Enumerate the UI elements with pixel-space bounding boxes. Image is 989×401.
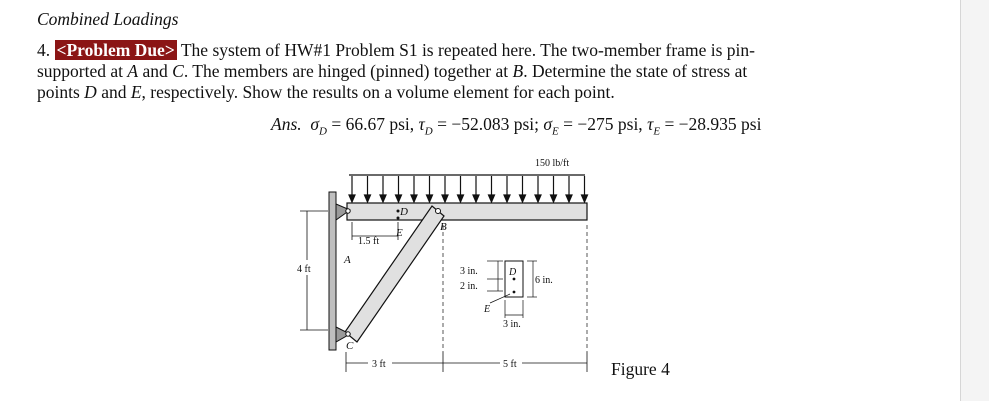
dim-3in-top: 3 in. <box>460 266 478 277</box>
load-arrow-head <box>349 195 355 202</box>
point-symbol: C <box>172 61 184 81</box>
load-arrow-head <box>582 195 588 202</box>
text-segment: points <box>37 82 85 102</box>
sigma-symbol: σ <box>310 114 320 134</box>
sigma-symbol: σ <box>543 114 553 134</box>
figure-caption: Figure 4 <box>611 359 670 379</box>
section-label-e: E <box>484 304 491 315</box>
answer-prefix: Ans. <box>271 114 302 134</box>
problem-line-3 <box>37 82 917 103</box>
load-arrow-head <box>551 195 557 202</box>
label-e: E <box>396 227 403 239</box>
tau-symbol: τ <box>418 114 425 134</box>
diagonal-member <box>345 206 444 342</box>
load-arrow-head <box>458 195 464 202</box>
vertical-scrollbar[interactable] <box>960 0 989 401</box>
sigma-d-value: = 66.67 psi, <box>326 114 419 134</box>
text-segment: . The members are hinged (pinned) together at <box>183 61 513 81</box>
load-arrow-head <box>504 195 510 202</box>
tau-symbol: τ <box>647 114 654 134</box>
label-a: A <box>344 254 351 266</box>
section-point-d <box>513 278 516 281</box>
load-arrow-head <box>566 195 572 202</box>
load-arrow-head <box>535 195 541 202</box>
pin-a <box>346 209 350 213</box>
load-label: 150 lb/ft <box>535 158 570 169</box>
text-segment: . Determine the state of stress at <box>523 61 748 81</box>
label-c: C <box>346 340 354 352</box>
subscript-e: E <box>552 125 559 138</box>
point-d-marker <box>397 210 400 213</box>
dim-2in: 2 in. <box>460 281 478 292</box>
problem-line-1-text: The system of HW#1 Problem S1 is repeated here. The two-member frame is pin- <box>180 40 755 60</box>
support-wall <box>329 192 336 350</box>
dim-1-5ft: 1.5 ft <box>358 236 380 247</box>
section-point-e <box>513 291 516 294</box>
problem-statement <box>37 40 917 103</box>
leader-e <box>490 294 510 303</box>
load-arrow-head <box>442 195 448 202</box>
frame-figure <box>290 148 610 383</box>
load-arrow-head <box>489 195 495 202</box>
dim-3ft: 3 ft <box>372 359 386 370</box>
section-heading: Combined Loadings <box>37 9 179 29</box>
load-arrow-head <box>427 195 433 202</box>
point-symbol: E <box>130 82 142 102</box>
load-arrow-head <box>380 195 386 202</box>
subscript-e: E <box>653 125 661 138</box>
text-segment: and <box>138 61 173 81</box>
sigma-e-value: = −275 psi, <box>558 114 648 134</box>
label-d: D <box>400 206 408 218</box>
text-segment: , respectively. Show the results on a volume element for each point. <box>141 82 615 102</box>
text-segment: and <box>96 82 131 102</box>
tau-d-value: = −52.083 psi; <box>432 114 544 134</box>
section-label-d: D <box>509 267 517 278</box>
point-symbol: D <box>84 82 97 102</box>
point-symbol: B <box>512 61 524 81</box>
answer-line <box>271 114 761 138</box>
problem-line-2 <box>37 61 917 82</box>
load-arrow-head <box>396 195 402 202</box>
load-arrow-head <box>365 195 371 202</box>
distributed-load-arrows <box>349 175 588 202</box>
horizontal-member <box>347 203 587 220</box>
pin-b <box>436 209 441 214</box>
point-symbol: A <box>127 61 139 81</box>
pin-c <box>346 332 350 336</box>
problem-number: 4. <box>37 40 51 60</box>
label-b: B <box>440 221 447 233</box>
dim-6in: 6 in. <box>535 275 553 286</box>
point-e-marker <box>397 217 400 220</box>
problem-line-1 <box>37 40 917 61</box>
load-arrow-head <box>473 195 479 202</box>
subscript-d: D <box>424 125 433 138</box>
dim-5ft: 5 ft <box>503 359 517 370</box>
load-arrow-head <box>411 195 417 202</box>
subscript-d: D <box>319 125 327 138</box>
tau-e-value: = −28.935 psi <box>660 114 762 134</box>
load-arrow-head <box>520 195 526 202</box>
text-segment: supported at <box>37 61 128 81</box>
problem-due-badge: <Problem Due> <box>56 40 175 60</box>
dim-3in-bottom: 3 in. <box>503 319 521 330</box>
dim-4ft: 4 ft <box>297 264 311 275</box>
